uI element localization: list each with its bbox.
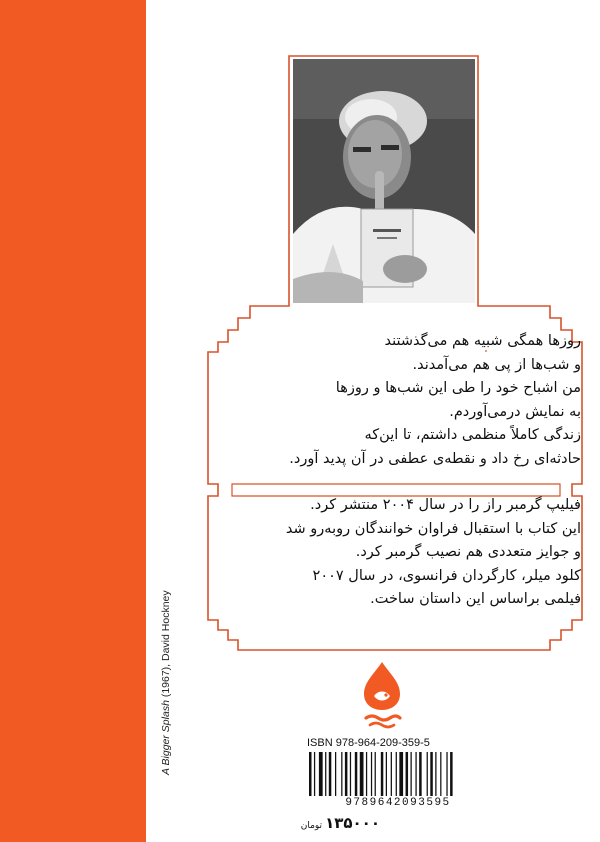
- barcode-number: 9789642093595: [345, 797, 451, 809]
- author-photo: [293, 59, 475, 303]
- price-label: [300, 813, 380, 832]
- isbn-label: ISBN 978-964-209-359-5: [307, 737, 430, 749]
- text-line: من اشباح خود را طی این شب‌ها و روزها: [335, 380, 581, 396]
- paragraph-about-book: [236, 494, 581, 612]
- text-line: زندگی کاملاً منظمی داشتم، تا این‌که: [364, 427, 581, 443]
- text-line: و شب‌ها از پی هم می‌آمدند.: [412, 356, 581, 373]
- paragraph-synopsis: [236, 330, 581, 471]
- text-line: کلود میلر، کارگردان فرانسوی، در سال ۲۰۰۷: [312, 567, 581, 584]
- text-line: فیلیپ گرمبر راز را در سال ۲۰۰۴ منتشر کرد.: [310, 497, 581, 513]
- cover-art-credit: [160, 535, 176, 775]
- credit-rest: (1967), David Hockney: [160, 590, 172, 701]
- spine-band: [0, 0, 146, 842]
- text-line: روزها همگی شبیه هم می‌گذشتند: [384, 333, 581, 349]
- fish-drop-icon: [352, 660, 412, 730]
- barcode: [307, 752, 489, 796]
- price-amount: ۱۳۵۰۰۰: [325, 814, 380, 832]
- text-line: این کتاب با استقبال فراوان خوانندگان روبه‌رو شد: [285, 520, 581, 537]
- credit-title: A Bigger Splash: [160, 700, 172, 775]
- text-line: حادثه‌ای رخ داد و نقطه‌ی عطفی در آن پدید آورد.: [289, 450, 581, 467]
- text-line: فیلمی براساس این داستان ساخت.: [370, 591, 581, 607]
- text-line: به نمایش درمی‌آوردم.: [449, 403, 581, 420]
- text-line: و جوایز متعددی هم نصیب گرمبر کرد.: [355, 544, 581, 560]
- publisher-logo: [352, 660, 412, 730]
- price-unit: تومان: [300, 821, 323, 831]
